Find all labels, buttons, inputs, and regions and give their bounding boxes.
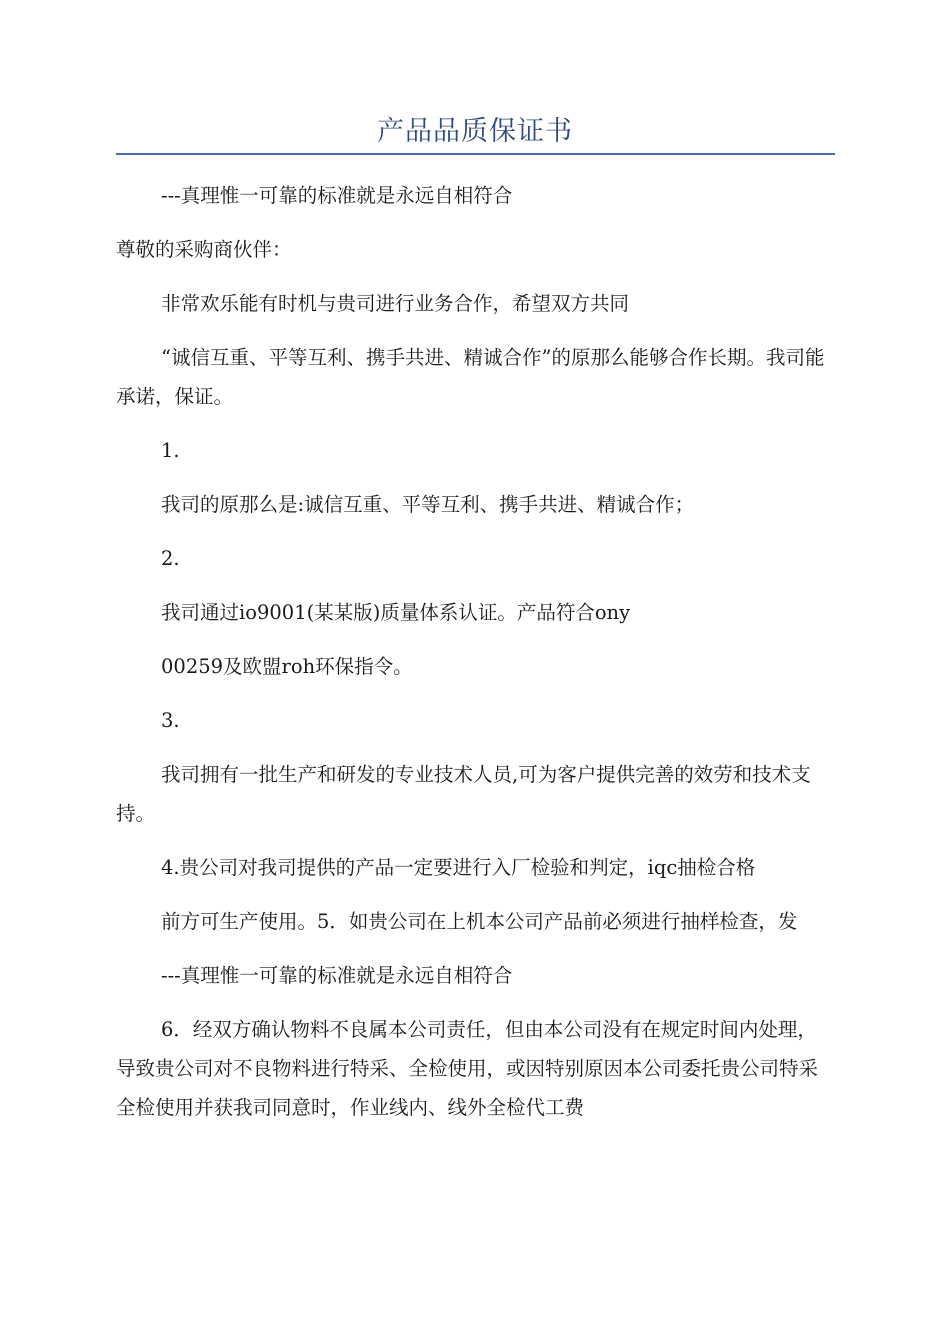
paragraph-salutation: 尊敬的采购商伙伴：: [116, 238, 292, 261]
paragraph-item-1: 我司的原那么是:诚信互重、平等互利、携手共进、精诚合作；: [161, 493, 695, 516]
paragraph-motto: ---真理惟一可靠的标准就是永远自相符合: [161, 184, 513, 207]
paragraph-item-2a: 我司通过io9001(某某版)质量体系认证。产品符合ony: [161, 601, 631, 624]
paragraph-item-6: 6．经双方确认物料不良属本公司责任，但由本公司没有在规定时间内处理，导致贵公司对不良物料进行特采、全检使用，或因特别原因本公司委托贵公司特采全检使用并获我司同意时，作业线内、线外全检代工费: [116, 1018, 819, 1119]
paragraph-item-number-3: 3.: [161, 709, 180, 732]
paragraph-motto-repeat: ---真理惟一可靠的标准就是永远自相符合: [161, 964, 513, 987]
paragraph-item-2b: 00259及欧盟roh环保指令。: [161, 655, 413, 678]
paragraph-item-3: 我司拥有一批生产和研发的专业技术人员,可为客户提供完善的效劳和技术支持。: [116, 763, 811, 825]
paragraph-item-4: 4.贵公司对我司提供的产品一定要进行入厂检验和判定，iqc抽检合格: [161, 856, 756, 879]
document-body: [116, 176, 834, 1127]
paragraph-item-5: 前方可生产使用。5．如贵公司在上机本公司产品前必须进行抽样检查，发: [161, 910, 798, 933]
paragraph-principles: “诚信互重、平等互利、携手共进、精诚合作”的原那么能够合作长期。我司能承诺，保证。: [116, 346, 825, 408]
paragraph-greeting: 非常欢乐能有时机与贵司进行业务合作，希望双方共同: [161, 292, 630, 315]
paragraph-item-number-1: 1.: [161, 439, 180, 462]
paragraph-item-number-2: 2.: [161, 547, 180, 570]
document-title: 产品品质保证书: [377, 116, 573, 147]
title-underline: [116, 153, 835, 155]
